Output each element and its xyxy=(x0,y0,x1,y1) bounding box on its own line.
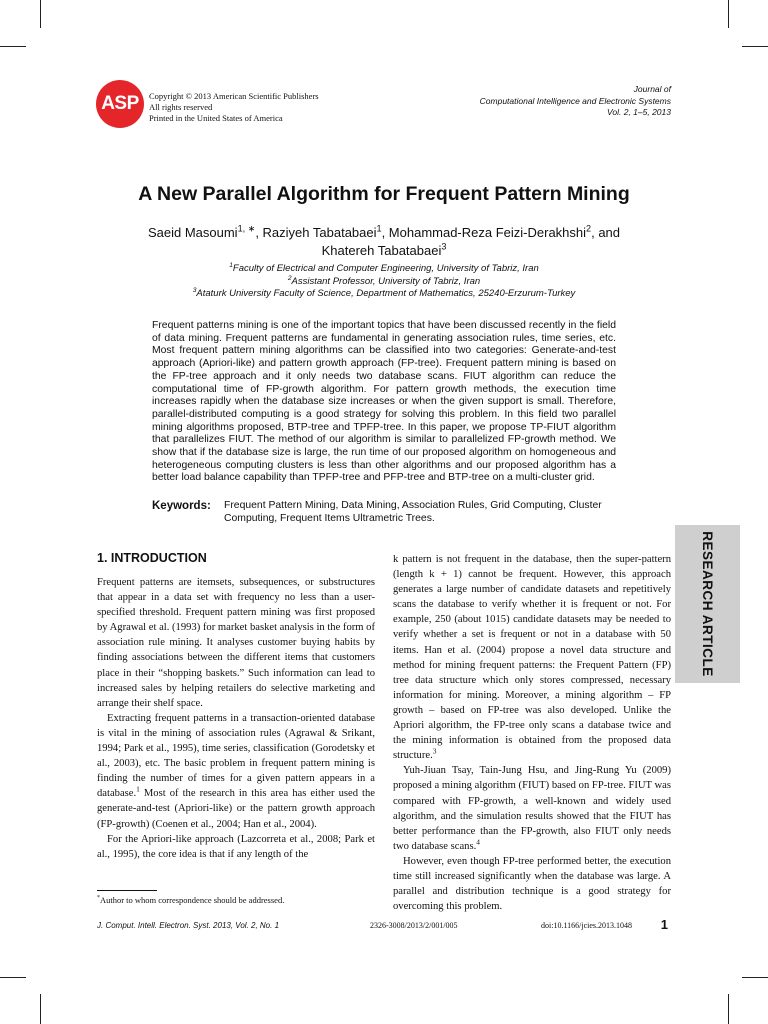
paragraph: Frequent patterns are itemsets, subsequences, or substructures that appear in a data set with frequency no less than a user-specified threshold. Frequent pattern mining was first proposed by Agrawal et al. (1993) for market basket analysis in the form of association rule mining. It analyses customer buying habits by finding associations between the different items that customers place in their “shopping baskets.” Such information can lead to increased sales by helping retailers do selective marketing and arrange their shelf space. xyxy=(97,577,376,709)
affiliation-text: Ataturk University Faculty of Science, Department of Mathematics, 25240-Erzurum-Turkey xyxy=(196,288,576,299)
footnote xyxy=(97,895,284,905)
crop-mark xyxy=(728,0,729,28)
journal-name: Computational Intelligence and Electronic Systems xyxy=(479,95,671,106)
footnote-text: Author to whom correspondence should be addressed. xyxy=(99,895,285,905)
keywords-label: Keywords: xyxy=(152,500,211,512)
printed-line: Printed in the United States of America xyxy=(149,113,283,123)
research-article-tab xyxy=(675,525,740,683)
paragraph-text: k pattern is not frequent in the database, then the super-pattern (length k + 1) cannot be frequent. However, this approach generates a large number of candidate datasets and repetitively scans the database to verify whether it is frequent or not. For example, 250 (about 1015) candidate datasets may be needed to verify whether a set is frequent or not in a database with 50 items. Han et al. (2004) propose a novel data structure and method for mining frequent patterns: the Frequent Pattern (FP) tree data structure which only stores compressed, necessary information for mining. Moreover, a mining algorithm – FP growth – based on FP-tree was also developed. Unlike the Apriori algorithm, the FP-tree only scans a database twice and the mining information is obtained from the proposed data structure. xyxy=(393,554,671,762)
footer-citation: J. Comput. Intell. Electron. Syst. 2013, Vol. 2, No. 1 xyxy=(97,921,280,930)
left-column xyxy=(97,575,375,862)
paragraph-text: Most of the research in this area has either used the generate-and-test (Apriori-like) or the pattern growth approach (FP-growth) (Coenen et al., 2004; Han et al., 2004). xyxy=(97,788,375,830)
affiliation xyxy=(100,288,668,301)
paragraph xyxy=(393,763,671,854)
affiliation-list xyxy=(100,263,668,301)
journal-volume: Vol. 2, 1–5, 2013 xyxy=(607,107,671,117)
keywords-text: Frequent Pattern Mining, Data Mining, Association Rules, Grid Computing, Cluster Computing, Frequent Items Ultrametric Trees. xyxy=(224,500,602,524)
crop-mark xyxy=(0,977,26,978)
journal-info xyxy=(480,84,671,119)
footer-doi: doi:10.1166/jcies.2013.1048 xyxy=(541,921,633,930)
paragraph-text: Extracting frequent patterns in a transaction-oriented database is vital in the mining of association rules (Agrawal & Srikant, 1994; Park et al., 1995), time series, classification (Gorodetsky et al., 2003), etc. The basic problem in frequent pattern mining is finding the number of times for a given pattern appears in a database. xyxy=(97,712,375,800)
affiliation-sup: 3 xyxy=(192,286,197,294)
crop-mark xyxy=(742,977,768,978)
affiliation xyxy=(100,263,668,276)
author-name: Mohammad-Reza Feizi-Derakhshi xyxy=(388,225,587,240)
author-name: Khatereh Tabatabaei xyxy=(321,243,442,258)
citation-sup: 3 xyxy=(432,746,437,756)
journal-line: Journal of xyxy=(633,84,671,94)
paragraph xyxy=(393,552,671,763)
paragraph xyxy=(97,711,375,832)
page-number: 1 xyxy=(660,917,668,932)
paragraph-text: Yuh-Jiuan Tsay, Tain-Jung Hsu, and Jing-Rung Yu (2009) proposed a mining algorithm (FIUT) based on FP-tree. FIUT was compared with FP-growth, a well-known and widely used algorithm, and the simulation results showed that the FIUT has better performance than the FP-growth, also FIUT only needs two database scans. xyxy=(393,765,671,852)
crop-mark xyxy=(742,46,768,47)
affiliation-sup: 1 xyxy=(229,261,233,269)
author-name: Raziyeh Tabatabaei xyxy=(262,225,377,240)
affiliation-sup: 2 xyxy=(287,274,292,282)
author-name: Saeid Masoumi xyxy=(147,225,238,240)
rights-line: All rights reserved xyxy=(149,102,213,112)
paper-title: A New Parallel Algorithm for Frequent Pattern Mining xyxy=(138,183,630,205)
affiliation-text: Assistant Professor, University of Tabriz, Iran xyxy=(291,275,481,287)
publisher-info xyxy=(149,91,319,124)
author-sup: 1, ∗ xyxy=(237,223,256,234)
author-conjunction: , and xyxy=(591,225,621,240)
copyright-line: Copyright © 2013 American Scientific Publishers xyxy=(149,91,319,101)
footnote-rule xyxy=(97,890,157,891)
crop-mark xyxy=(0,46,26,47)
author-list: Saeid Masoumi$^{1, ∗}$, Raziyeh Tabatabaei$^1$, Mohammad-Reza Feizi-Derakhshi$^2$, and Khatereh Tabatabaei$^3$ xyxy=(147,223,621,258)
affiliation xyxy=(100,276,668,289)
crop-mark xyxy=(40,994,41,1024)
research-article-label: RESEARCH ARTICLE xyxy=(700,531,715,677)
publisher-logo: ASP xyxy=(96,80,144,128)
citation-sup: 4 xyxy=(476,837,480,847)
right-column xyxy=(393,552,671,914)
affiliation-text: Faculty of Electrical and Computer Engineering, University of Tabriz, Iran xyxy=(232,263,539,274)
footnote-mark: * xyxy=(97,895,100,902)
footer-issn: 2326-3008/2013/2/001/005 xyxy=(370,921,458,930)
citation-sup: 1 xyxy=(136,784,140,794)
author-sup: 3 xyxy=(441,241,447,252)
crop-mark xyxy=(40,0,41,28)
paragraph: However, even though FP-tree performed better, the execution time still increased significantly when the database was large. A parallel and distribution technique is a good strategy for overcoming this problem. xyxy=(393,855,671,913)
author-sup: 1 xyxy=(376,223,382,234)
crop-mark xyxy=(728,994,729,1024)
abstract: Frequent patterns mining is one of the important topics that have been discussed recently in the field of data mining. Frequent patterns are fundamental in generating association rules, time series, etc. Most frequent pattern mining algorithms can be classified into two categories: Generate-and-test approach (Apriori-like) and pattern growth approach (FP-tree). Frequent pattern mining is based on the FP-tree approach and it only needs two database scans. FIUT algorithm can reduce the computational time of FP-growth algorithm. For pattern growth methods, the execution time increases rapidly when the database size increases or when the given support is small. Therefore, parallel-distributed computing is a good strategy for solving this problem. In this field two parallel mining algorithms proposed, BTP-tree and TPFP-tree. In this paper, we propose TP-FIUT algorithm that parallelizes FIUT. The method of our algorithm is similar to parallelized FP-growth method. We show that if the database size is large, the run time of our proposed algorithm on homogeneous and heterogeneous computing clusters is less than other algorithms and our proposed algorithm has a better load balance capability than TPFP-tree and PFP-tree and BTP-tree on a multi-cluster grid. xyxy=(152,320,616,484)
section-heading: 1. INTRODUCTION xyxy=(97,551,207,565)
paragraph: For the Apriori-like approach (Lazcorreta et al., 2008; Park et al., 1995), the core idea is that if any length of the xyxy=(97,833,375,860)
author-sup: 2 xyxy=(586,223,592,234)
